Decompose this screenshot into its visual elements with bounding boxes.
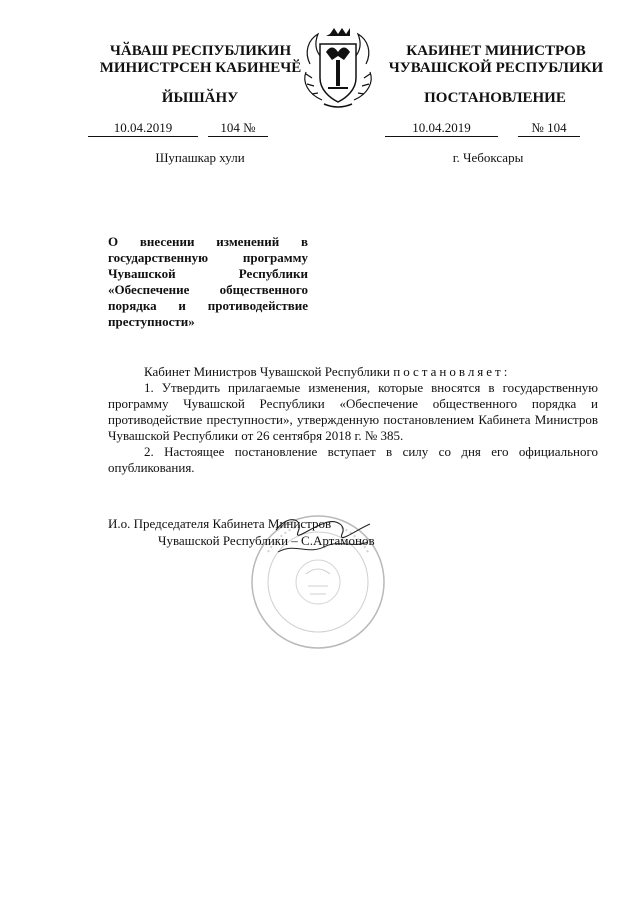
intro-decree-word: постановляет xyxy=(393,364,504,379)
intro-paragraph xyxy=(108,364,598,380)
left-org-title xyxy=(88,43,313,77)
right-number: № 104 xyxy=(531,120,567,135)
right-org-title-line2: ЧУВАШСКОЙ РЕСПУБЛИКИ xyxy=(388,60,604,76)
right-number-field xyxy=(518,120,580,137)
left-city: Шупашкар хули xyxy=(155,150,245,165)
right-org-title xyxy=(382,43,610,77)
item-1-paragraph: 1. Утвердить прилагаемые изменения, которые вносятся в государственную программу Чувашской Республики «Обеспечение общественного порядка и противодействие преступности», утвержденную постановлением Кабинета Министров Чувашской Республики от 26 сентября 2018 г. № 385. xyxy=(108,380,598,443)
left-org-title-line1: ЧӐВАШ РЕСПУБЛИКИН xyxy=(109,43,292,59)
left-number-field xyxy=(208,120,268,137)
left-number: 104 № xyxy=(220,120,256,135)
document-body xyxy=(108,364,598,476)
left-date: 10.04.2019 xyxy=(113,120,173,135)
left-doc-kind: ЙЫШӐНУ xyxy=(161,90,239,106)
right-date-field xyxy=(385,120,498,137)
right-date: 10.04.2019 xyxy=(412,120,471,135)
signature-line2: Чувашской Республики – С.Артамонов xyxy=(158,533,375,548)
document-subject: О внесении изменений в государственную программу Чувашской Республики «Обеспечение общественного порядка и противодействие преступности» xyxy=(108,234,308,329)
coat-of-arms-icon xyxy=(296,22,380,112)
right-city: г. Чебоксары xyxy=(452,150,524,165)
intro-prefix: Кабинет Министров Чувашской Республики xyxy=(144,364,394,379)
right-org-title-line1: КАБИНЕТ МИНИСТРОВ xyxy=(406,43,586,59)
left-date-field xyxy=(88,120,198,137)
signature-line1: И.о. Председателя Кабинета Министров xyxy=(108,516,332,531)
item-2-paragraph: 2. Настоящее постановление вступает в силу со дня его официального опубликования. xyxy=(108,444,598,475)
intro-suffix: : xyxy=(503,364,508,379)
left-org-title-line2: МИНИСТРСЕН КАБИНЕЧӖ xyxy=(99,60,302,76)
right-doc-kind: ПОСТАНОВЛЕНИЕ xyxy=(424,90,566,106)
handwritten-signature xyxy=(268,512,378,572)
